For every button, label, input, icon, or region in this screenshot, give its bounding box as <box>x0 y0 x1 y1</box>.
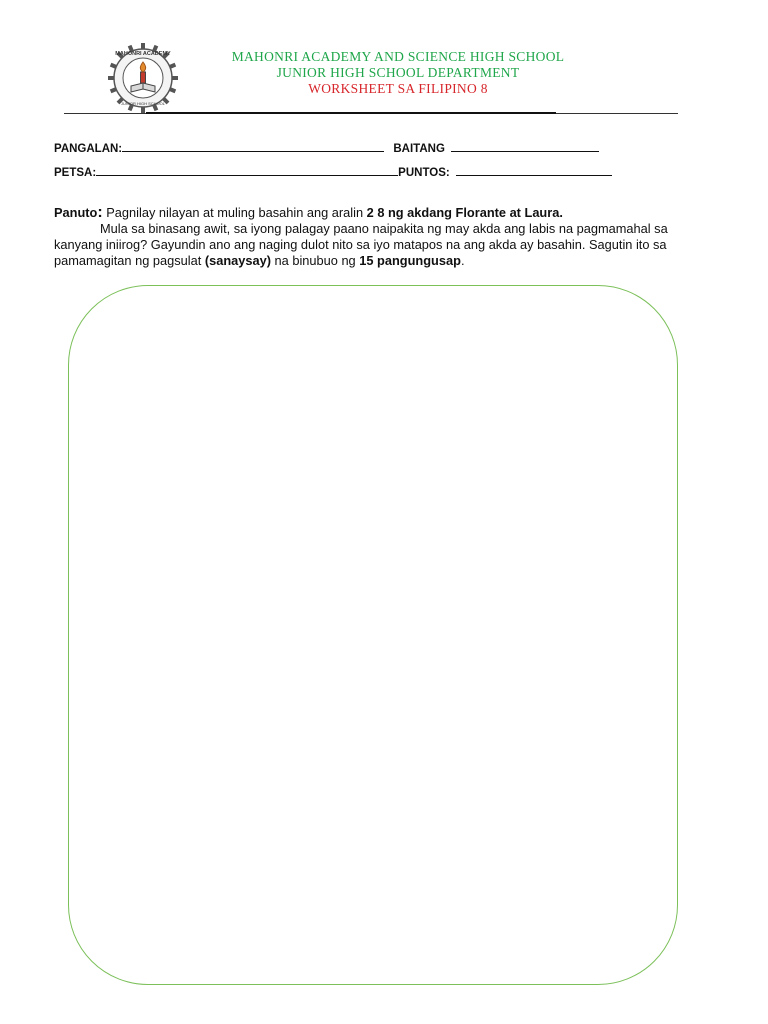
name-label: PANGALAN: <box>54 143 123 155</box>
grade-blank[interactable] <box>451 140 599 152</box>
lesson-reference: 2 8 ng akdang Florante at Laura. <box>366 205 563 220</box>
school-header <box>160 49 636 97</box>
answer-box[interactable] <box>68 285 678 985</box>
date-label: PETSA: <box>54 167 97 179</box>
svg-text:MAHONRI ACADEMY: MAHONRI ACADEMY <box>115 51 171 57</box>
directions-body: Mula sa binasang awit, sa iyong palagay paano naipakita ng may akda ang labis na pagmamahal sa kanyang iniirog? Gayundin ano ang naging dulot nito sa iyo matapos na ang akda ay basahin. Sagutin ito sa pamamagitan ng pagsulat (sanaysay) na binubuo ng 15 pangungusap. <box>54 221 668 268</box>
grade-label: BAITANG <box>393 143 445 155</box>
date-score-row <box>54 164 612 180</box>
svg-text:JUNIOR HIGH SCHOOL: JUNIOR HIGH SCHOOL <box>120 101 166 106</box>
date-blank[interactable] <box>96 164 398 176</box>
score-blank[interactable] <box>456 164 612 176</box>
worksheet-title: WORKSHEET SA FILIPINO 8 <box>308 81 488 96</box>
essay-form: (sanaysay) <box>204 253 271 268</box>
name-blank[interactable] <box>122 140 384 152</box>
sentence-count: 15 pangungusap <box>359 253 461 268</box>
directions <box>54 205 714 269</box>
score-label: PUNTOS: <box>398 167 450 179</box>
directions-line: Panuto: Pagnilay nilayan at muling basahin ang aralin 2 8 ng akdang Florante at Laura. <box>54 204 563 221</box>
directions-label: Panuto <box>54 205 98 220</box>
header-divider-bold <box>146 112 556 114</box>
department-name: JUNIOR HIGH SCHOOL DEPARTMENT <box>276 65 520 80</box>
school-name: MAHONRI ACADEMY AND SCIENCE HIGH SCHOOL <box>231 49 565 64</box>
name-grade-row <box>54 140 599 156</box>
